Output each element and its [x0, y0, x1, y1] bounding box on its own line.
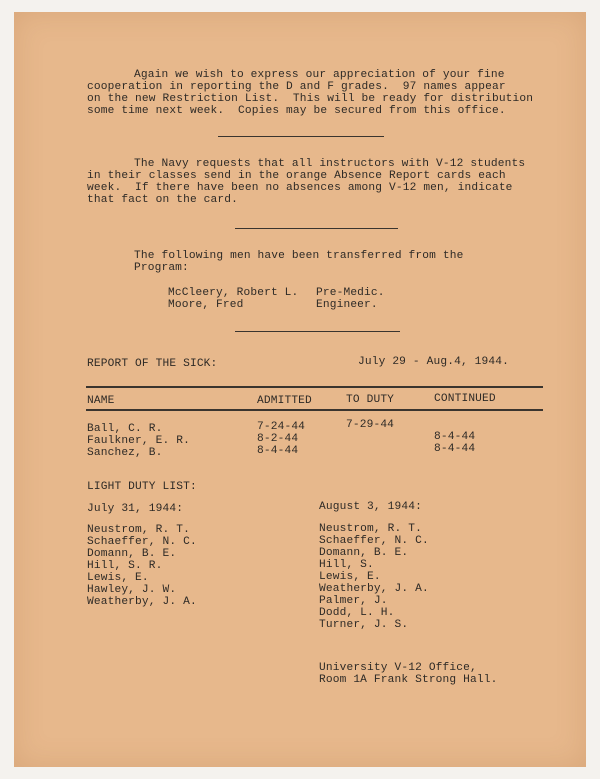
para2-line-4: that fact on the card. — [87, 194, 238, 206]
transfer-man-2-program: Engineer. — [316, 299, 378, 311]
para1-line-3: on the new Restriction List. This will be ready for distribution — [87, 93, 534, 105]
col2-name-4: Hill, S. — [319, 559, 374, 571]
sick-row-2-name: Faulkner, E. R. — [87, 435, 190, 447]
table-header-rule — [86, 409, 543, 411]
transfer-intro-1: The following men have been transferred from the — [134, 250, 464, 262]
para2-line-3: week. If there have been no absences among V-12 men, indicate — [87, 182, 513, 194]
sick-row-2-continued: 8-4-44 — [434, 431, 476, 443]
para1-line-4: some time next week. Copies may be secured from this office. — [87, 105, 506, 117]
sick-row-1-to-duty: 7-29-44 — [346, 419, 395, 431]
col2-name-8: Dodd, L. H. — [319, 607, 395, 619]
col1-name-4: Hill, S. R. — [87, 560, 163, 572]
transfer-man-1-program: Pre-Medic. — [316, 287, 385, 299]
col2-name-3: Domann, B. E. — [319, 547, 409, 559]
sick-row-3-admitted: 8-4-44 — [257, 445, 299, 457]
col2-name-9: Turner, J. S. — [319, 619, 409, 631]
col1-name-7: Weatherby, J. A. — [87, 596, 197, 608]
header-admitted: ADMITTED — [257, 395, 312, 407]
para1-line-2: cooperation in reporting the D and F grades. 97 names appear — [87, 81, 506, 93]
col2-name-2: Schaeffer, N. C. — [319, 535, 429, 547]
col1-name-1: Neustrom, R. T. — [87, 524, 190, 536]
col1-name-6: Hawley, J. W. — [87, 584, 177, 596]
col1-name-2: Schaeffer, N. C. — [87, 536, 197, 548]
header-name: NAME — [87, 395, 115, 407]
col2-name-5: Lewis, E. — [319, 571, 381, 583]
sick-row-2-admitted: 8-2-44 — [257, 433, 299, 445]
para2-line-2: in their classes send in the orange Absence Report cards each — [87, 170, 506, 182]
col1-name-3: Domann, B. E. — [87, 548, 177, 560]
transfer-man-2-name: Moore, Fred — [168, 299, 244, 311]
sick-row-3-continued: 8-4-44 — [434, 443, 476, 455]
header-to-duty: TO DUTY — [346, 394, 395, 406]
sick-report-title: REPORT OF THE SICK: — [87, 358, 218, 370]
document-page — [14, 12, 586, 767]
divider-3 — [235, 331, 400, 332]
light-duty-title: LIGHT DUTY LIST: — [87, 481, 197, 493]
sick-report-dates: July 29 - Aug.4, 1944. — [358, 356, 509, 368]
light-duty-col1-date: July 31, 1944: — [87, 503, 184, 515]
light-duty-col2-date: August 3, 1944: — [319, 501, 422, 513]
table-top-rule — [86, 386, 543, 388]
signature-line-2: Room 1A Frank Strong Hall. — [319, 674, 498, 686]
col2-name-1: Neustrom, R. T. — [319, 523, 422, 535]
para1-line-1: Again we wish to express our appreciation of your fine — [134, 69, 505, 81]
sick-row-1-admitted: 7-24-44 — [257, 421, 306, 433]
col1-name-5: Lewis, E. — [87, 572, 149, 584]
divider-1 — [218, 136, 384, 137]
col2-name-7: Palmer, J. — [319, 595, 388, 607]
col2-name-6: Weatherby, J. A. — [319, 583, 429, 595]
signature-line-1: University V-12 Office, — [319, 662, 477, 674]
transfer-intro-2: Program: — [134, 262, 189, 274]
header-continued: CONTINUED — [434, 393, 496, 405]
transfer-man-1-name: McCleery, Robert L. — [168, 287, 299, 299]
para2-line-1: The Navy requests that all instructors with V-12 students — [134, 158, 526, 170]
sick-row-3-name: Sanchez, B. — [87, 447, 163, 459]
divider-2 — [235, 228, 398, 229]
sick-row-1-name: Ball, C. R. — [87, 423, 163, 435]
